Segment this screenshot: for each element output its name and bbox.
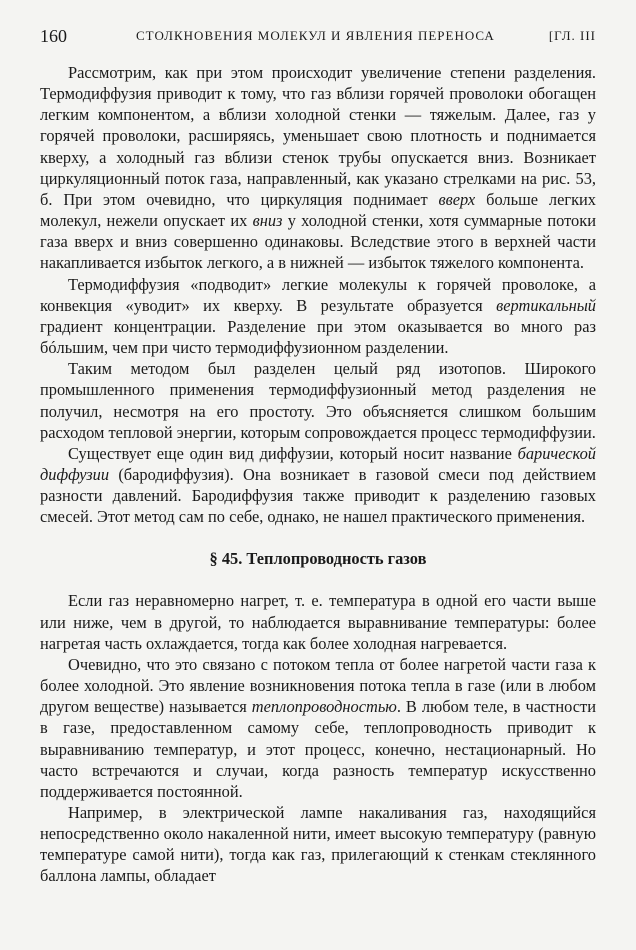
running-header — [40, 26, 596, 52]
emphasis: вниз — [252, 211, 283, 231]
paragraph: Например, в электрической лампе накаливания газ, находящийся непосредственно около накаленной нити, имеет высокую температуру (равную температуре самой нити), тогда как газ, прилегающий к стенкам стеклянного баллона лампы, обладает — [40, 803, 596, 886]
emphasis: барической диффузии — [40, 443, 596, 484]
section-heading: § 45. Теплопроводность газов — [209, 549, 427, 569]
page-number: 160 — [40, 26, 67, 46]
paragraph: Таким методом был разделен целый ряд изотопов. Широкого промышленного применения термодиффузионный метод разделения не получил, несмотря на его простоту. Это объясняется слишком большим расходом тепловой энергии, которым сопровождается процесс термодиффузии. — [40, 359, 596, 442]
paragraph: Рассмотрим, как при этом происходит увеличение степени разделения. Термодиффузия приводит к тому, что газ вблизи горячей проволоки обогащен легким компонентом, а вблизи холодной стенки — тяжелым. Далее, газ у горячей проволоки, расширяясь, уменьшает свою плотность и поднимается кверху, а холодный газ вблизи стенок трубы опускается вниз. Возникает циркуляционный поток газа, направленный, как указано стрелками на рис. 53, б. При этом очевидно, что циркуляция поднимает вверх больше легких молекул, нежели опускает их вниз у холодной стенки, хотя суммарные потоки газа вверх и вниз совершенно одинаковы. Вследствие этого в верхней части накапливается избыток легкого, а в нижней — избыток тяжелого компонента. — [40, 63, 596, 273]
emphasis: вертикальный — [496, 295, 596, 315]
emphasis: вверх — [438, 189, 476, 209]
paragraph: Термодиффузия «подводит» легкие молекулы к горячей проволоке, а конвекция «уводит» их кверху. В результате образуется вертикальный градиент концентрации. Разделение при этом оказывается во много раз бóльшим, чем при чисто термодиффузионном разделении. — [40, 274, 596, 358]
chapter-marker: [ГЛ. III — [548, 28, 596, 43]
paragraph: Если газ неравномерно нагрет, т. е. температура в одной его части выше или ниже, чем в другой, то наблюдается выравнивание температуры: более нагретая часть охлаждается, тогда как более холодная нагревается. — [40, 591, 596, 653]
paragraph: Очевидно, что это связано с потоком тепла от более нагретой части газа к более холодной. Это явление возникновения потока тепла в газе (или в любом другом веществе) называется теплопроводностью. В любом теле, в частности в газе, предоставленном самому себе, теплопроводность приводит к выравниванию температур, и этот процесс, конечно, нестационарный. Но часто встречаются и случаи, когда разность температур искусственно поддерживается постоянной. — [40, 654, 596, 801]
emphasis: теплопроводностью — [251, 697, 397, 717]
paragraph: Существует еще один вид диффузии, который носит название барической диффузии (бародиффузия). Она возникает в газовой смеси под действием разности давлений. Бародиффузия также приводит к разделению газовых смесей. Этот метод сам по себе, однако, не нашел практического применения. — [40, 443, 596, 527]
page-body — [40, 62, 596, 887]
running-title: СТОЛКНОВЕНИЯ МОЛЕКУЛ И ЯВЛЕНИЯ ПЕРЕНОСА — [136, 28, 495, 43]
